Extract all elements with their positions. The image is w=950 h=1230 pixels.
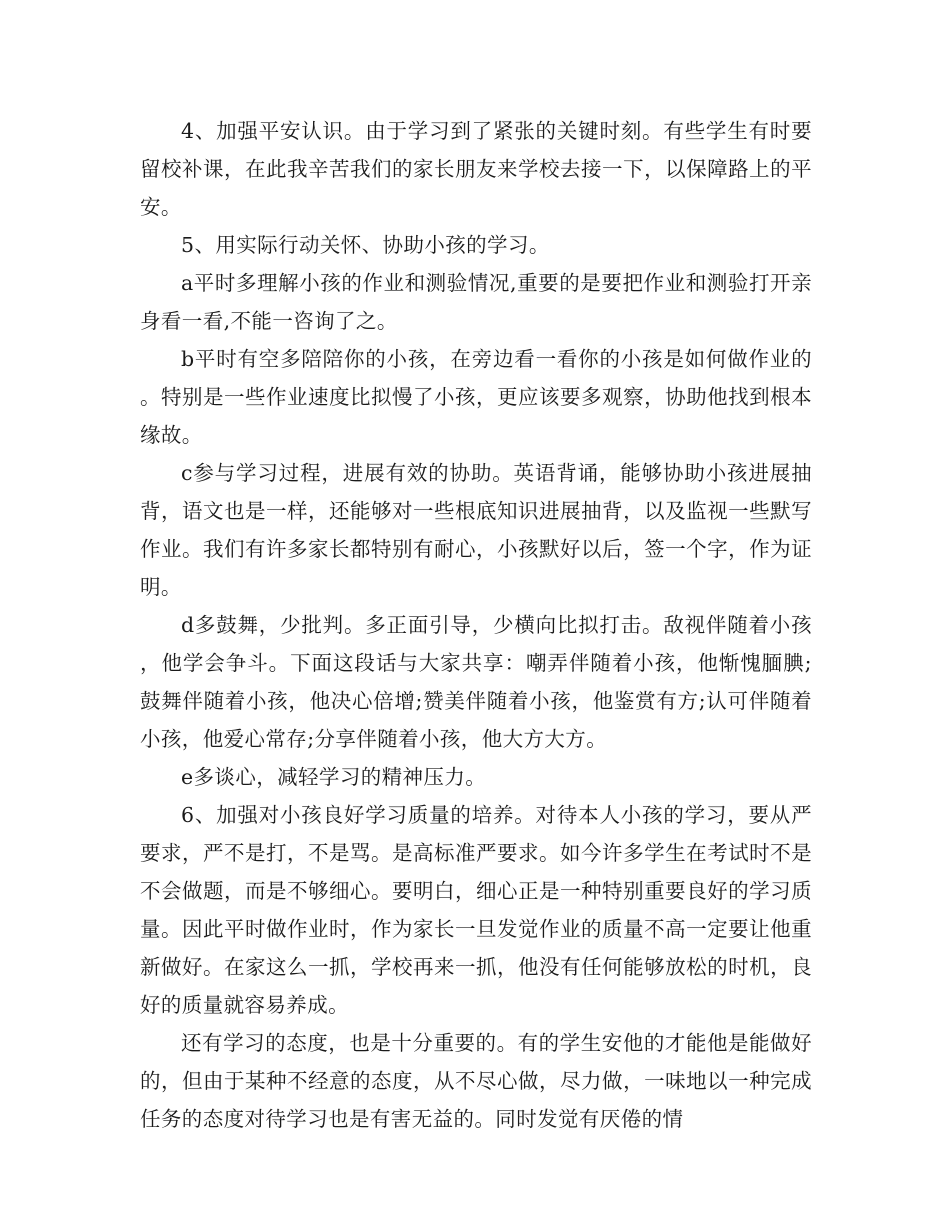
paragraph-attitude: 还有学习的态度，也是十分重要的。有的学生安他的才能他是能做好的，但由于某种不经意的态度，从不尽心做，尽力做，一味地以一种完成任务的态度对待学习也是有害无益的。同时发觉有厌倦的情	[140, 1031, 812, 1131]
document-body	[140, 112, 812, 1138]
paragraph-item-e: e多谈心，减轻学习的精神压力。	[181, 765, 487, 789]
paragraph-item-d: d多鼓舞，少批判。多正面引导，少横向比拟打击。敌视伴随着小孩，他学会争斗。下面这段话与大家共享：嘲弄伴随着小孩，他惭愧腼腆;鼓舞伴随着小孩，他决心倍增;赞美伴随着小孩，他鉴赏有方;认可伴随着小孩，他爱心常存;分享伴随着小孩，他大方大方。	[140, 613, 812, 751]
paragraph-care-heading: 5、用实际行动关怀、协助小孩的学习。	[181, 233, 550, 257]
paragraph-item-b: b平时有空多陪陪你的小孩，在旁边看一看你的小孩是如何做作业的。特别是一些作业速度比拟慢了小孩，更应该要多观察，协助他找到根本缘故。	[140, 347, 812, 447]
paragraph-habits: 6、加强对小孩良好学习质量的培养。对待本人小孩的学习，要从严要求，严不是打，不是骂。是高标准严要求。如今许多学生在考试时不是不会做题，而是不够细心。要明白，细心正是一种特别重要良好的学习质量。因此平时做作业时，作为家长一旦发觉作业的质量不高一定要让他重新做好。在家这么一抓，学校再来一抓，他没有任何能够放松的时机，良好的质量就容易养成。	[140, 803, 812, 1017]
paragraph-item-c: c参与学习过程，进展有效的协助。英语背诵，能够协助小孩进展抽背，语文也是一样，还能够对一些根底知识进展抽背，以及监视一些默写作业。我们有许多家长都特别有耐心，小孩默好以后，签一个字，作为证明。	[140, 461, 812, 599]
paragraph-item-a: a平时多理解小孩的作业和测验情况,重要的是要把作业和测验打开亲身看一看,不能一咨询了之。	[140, 271, 812, 333]
paragraph-safety: 4、加强平安认识。由于学习到了紧张的关键时刻。有些学生有时要留校补课，在此我辛苦我们的家长朋友来学校去接一下，以保障路上的平安。	[140, 119, 812, 219]
